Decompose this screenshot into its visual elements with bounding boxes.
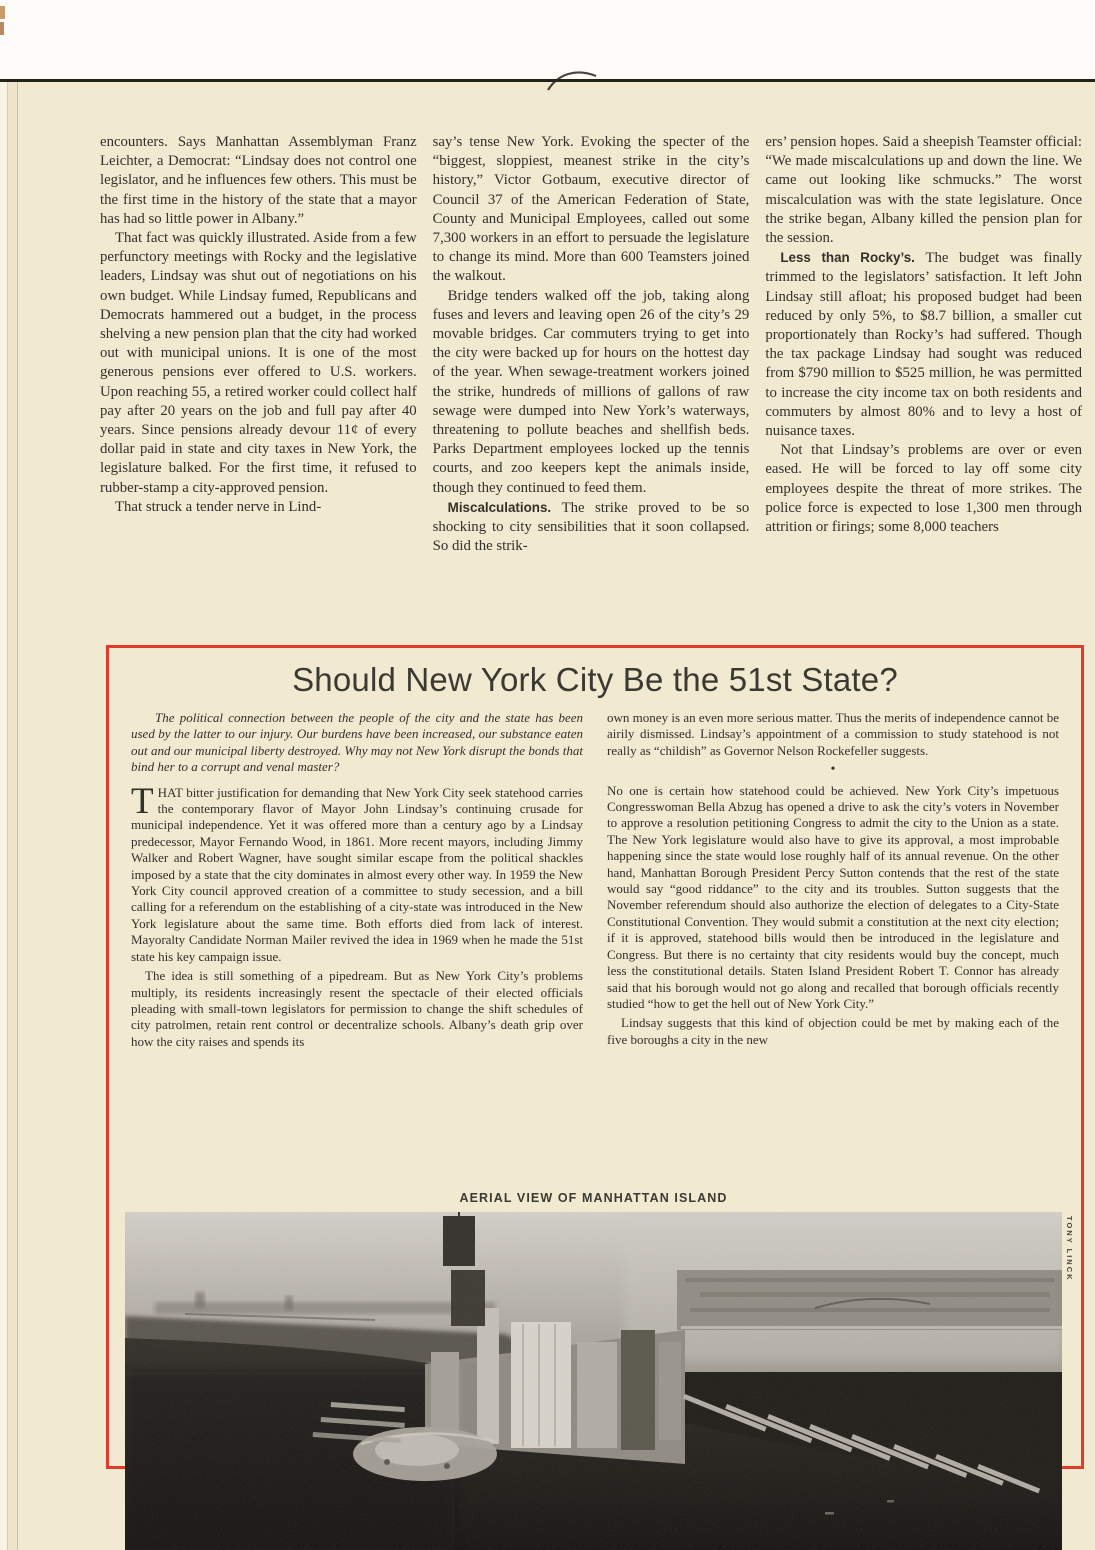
sidebar-title: Should New York City Be the 51st State? [292,661,898,698]
drop-cap: T [131,780,154,822]
sidebar-columns [109,699,1081,1053]
paragraph: Not that Lindsay’s problems are over or even eased. He will be forced to lay off some city employees despite the threat of more strikes. The police force is expected to lose 1,300 men through attrition or firings; some 8,000 teachers [765,442,1083,536]
sidebar-column-right [607,710,1059,1053]
paragraph-lead-in: Miscalculations. [447,499,562,515]
paragraph: own money is an even more serious matter. Thus the merits of independence cannot be airily dismissed. Lindsay’s appointment of a commission to study statehood is not really as “childish” as Governor Nelson Rockefeller suggests. [607,710,1059,758]
photo-caption: AERIAL VIEW OF MANHATTAN ISLAND [459,1191,728,1205]
binding-mark [0,6,5,19]
page-stack-edge [0,82,8,1550]
scan-artifact [546,66,600,96]
paragraph: THAT bitter justification for demanding that New York City seek statehood carries the contemporary flavor of Mayor John Lindsay’s continuing crusade for municipal independence. Yet it was offered more than a century ago by a Lindsay predecessor, Mayor Fernando Wood, in 1861. More recent mayors, including Jimmy Walker and Robert Wagner, have sought similar escape from the political shackles imposed by a state that the city dominates in almost every other way. In 1959 the New York City council approved creation of a committee to study secession, and a bill calling for a referendum on the establishing of a city-state was introduced in the New York legislature about the same time. Both efforts died from lack of interest. Mayoralty Candidate Norman Mailer revived the idea in 1969 when he made the 51st state his key campaign issue. [131,780,583,964]
paragraph: That struck a tender nerve in Lind- [115,498,322,515]
paragraph: Less than Rocky’s. The budget was finally trimmed to the legislators’ satisfaction. It left John Lindsay still afloat; his proposed budget had been reduced by only 5%, to $8.7 billion, a smaller cut proportionately than Rocky’s had suffered. Though the tax package Lindsay had sought was reduced from $790 million to $525 million, he was permitted to increase the city income tax on both residents and commuters by almost 80% and to levy a host of nuisance taxes. [765,250,1083,440]
binding-mark [0,22,4,35]
page-stack-edge [8,82,18,1550]
paragraph: The idea is still something of a pipedream. But as New York City’s problems multiply, its residents increasingly resent the spectacle of their elected officials pleading with small-town legislators for permission to change the shift schedules of city patrolmen, retain rent control or decentralize schools. Albany’s death grip over how the city raises and spends its [131,968,583,1049]
paragraph: The political connection between the people of the city and the state has been used by the latter to our injury. Our burdens have been increased, our substance eaten out and our municipal liberty destroyed. Why may not New York disrupt the bonds that bind her to a corrupt and venal master? [131,710,583,775]
section-bullet: • [830,762,836,778]
article-column-2 [433,133,750,556]
manhattan-aerial-photo [125,1212,1062,1550]
paragraph: Miscalculations. The strike proved to be so shocking to city sensibilities that it soon collapsed. So did the strik- [432,499,750,555]
paragraph: That fact was quickly illustrated. Aside from a few perfunctory meetings with Rocky and the legislative leaders, Lindsay was shut out of negotiations on his own budget. While Lindsay fumed, Republicans and Democrats hammered out a budget, in the process shelving a new pension plan that the city had worked out with municipal unions. It is one of the most generous pensions ever offered to U.S. workers. Upon reaching 55, a retired worker could collect half pay after 20 years on the job and full pay after 40 years. Since pensions already devour 11¢ of every dollar paid in state and city taxes in New York, the legislature balked. For the first time, it refused to rubber-stamp a city-approved pension. [100,230,417,496]
paragraph: encounters. Says Manhattan Assemblyman Franz Leichter, a Democrat: “Lindsay does not control one legislator, and he influences few others. This must be the first time in the history of the state that a mayor has had so little power in Albany.” [100,134,417,227]
paragraph: ers’ pension hopes. Said a sheepish Teamster official: “We made miscalculations up and down the line. We came out looking like schmucks.” The worst miscalculation was with the state legislature. Once the strike began, Albany killed the pension plan for the session. [765,134,1083,247]
paragraph-lead-in: Less than Rocky’s. [780,250,926,266]
paragraph: Bridge tenders walked off the job, taking along fuses and levers and leaving open 26 of the city’s 29 movable bridges. Car commuters trying to get into the city were backed up for hours on the hottest day of the year. When sewage-treatment workers joined the strike, hundreds of millions of gallons of raw sewage were dumped into New York’s waterways, threatening to pollute beaches and shellfish beds. Parks Department employees locked up the tennis courts, and zoo keepers kept the animals inside, though they continued to feed them. [432,287,750,496]
article-column-1 [100,133,417,556]
paragraph: No one is certain how statehood could be achieved. New York City’s impetuous Congresswoman Bella Abzug has opened a drive to ask the city’s voters in November to approve a resolution petitioning Congress to admit the city to the Union as a state. The New York legislature would also have to give its approval, a most improbable happening since the state would lose roughly half of its annual revenue. On the other hand, Manhattan Borough President Percy Sutton contends that the rest of the state would say “good riddance” to the city and its troubles. Sutton suggests that the November referendum should also authorize the election of delegates to a City-State Constitutional Convention. They would submit a constitution at the next city election; if it is approved, statehood bills would then be introduced in the legislature and Congress. But there is no certainty that city residents would buy the concept, much less the constitutional details. Staten Island President Robert T. Connor has already said that his borough would not go along and recalled that borough officials recently studied “how to get the hell out of New York City.” [607,782,1059,1011]
article-columns [100,133,1082,556]
paragraph: say’s tense New York. Evoking the specter of the “biggest, sloppiest, meanest strike in the city’s history,” Victor Gotbaum, executive director of Council 37 of the American Federation of State, County and Municipal Employees, called out some 7,300 workers in an effort to persuade the legislature to change its mind. More than 600 Teamsters joined the walkout. [432,134,750,285]
aerial-photo-illustration [125,1212,1062,1550]
paragraph: Lindsay suggests that this kind of objection could be met by making each of the five boroughs a city in the new [607,1015,1059,1047]
article-column-3 [765,133,1082,556]
photo-credit: TONY LINCK [1065,1216,1074,1282]
sidebar-column-left [131,710,583,1053]
